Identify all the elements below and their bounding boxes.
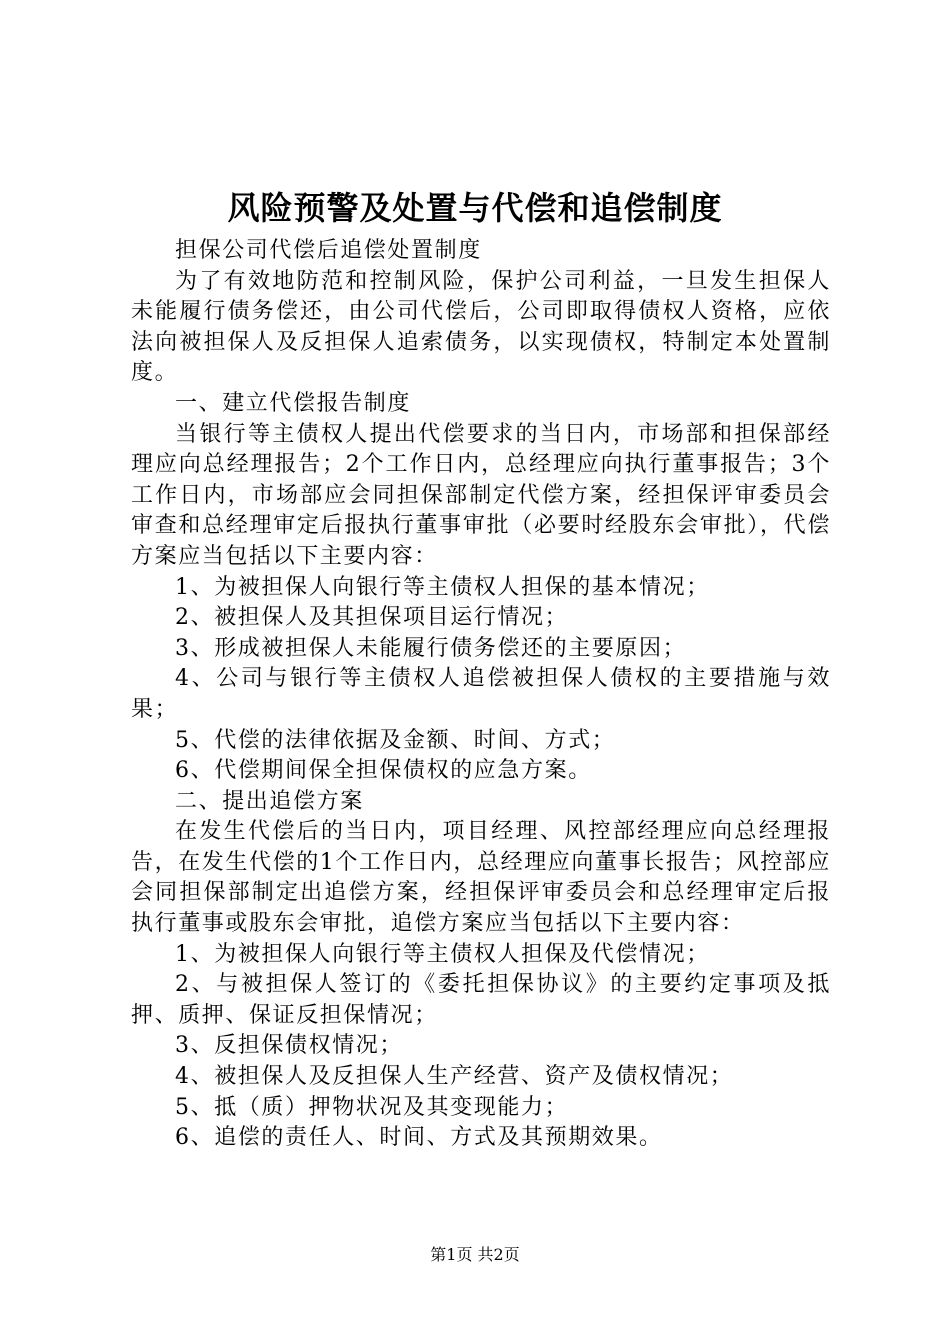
section-heading-2: 二、提出追偿方案 xyxy=(175,788,364,814)
page-footer: 第1页 共2页 xyxy=(430,1245,520,1264)
paragraph-intro: 为了有效地防范和控制风险，保护公司利益，一旦发生担保人未能履行债务偿还，由公司代偿后，公司即取得债权人资格，应依法向被担保人及反担保人追索债务，以实现债权，特制定本处置制度。 xyxy=(131,268,831,386)
list-item: 4、公司与银行等主债权人追偿被担保人债权的主要措施与效果； xyxy=(131,666,831,722)
list-item: 2、被担保人及其担保项目运行情况； xyxy=(175,605,569,631)
list-item: 4、被担保人及反担保人生产经营、资产及债权情况； xyxy=(175,1064,734,1090)
document-title: 风险预警及处置与代偿和追偿制度 xyxy=(227,189,723,227)
paragraph-subtitle: 担保公司代偿后追偿处置制度 xyxy=(175,238,482,263)
paragraph-section-2: 在发生代偿后的当日内，项目经理、风控部经理应向总经理报告，在发生代偿的1个工作日内，总经理应向董事长报告；风控部应会同担保部制定出追偿方案，经担保评审委员会和总经理审定后报执行董事或股东会审批，追偿方案应当包括以下主要内容： xyxy=(131,819,831,937)
list-item: 6、追偿的责任人、时间、方式及其预期效果。 xyxy=(175,1125,663,1151)
list-item: 5、抵（质）押物状况及其变现能力； xyxy=(175,1094,569,1120)
paragraph-section-1: 当银行等主债权人提出代偿要求的当日内，市场部和担保部经理应向总经理报告；2个工作日内，总经理应向执行董事报告；3个工作日内，市场部应会同担保部制定代偿方案，经担保评审委员会审查和总经理审定后报执行董事审批（必要时经股东会审批），代偿方案应当包括以下主要内容： xyxy=(131,421,831,569)
list-item: 3、反担保债权情况； xyxy=(175,1033,403,1059)
document-body xyxy=(131,236,831,1154)
list-item: 1、为被担保人向银行等主债权人担保及代偿情况； xyxy=(175,941,710,967)
list-item: 6、代偿期间保全担保债权的应急方案。 xyxy=(175,758,592,784)
list-item: 3、形成被担保人未能履行债务偿还的主要原因； xyxy=(175,635,687,661)
section-heading-1: 一、建立代偿报告制度 xyxy=(175,390,412,416)
list-item: 5、代偿的法律依据及金额、时间、方式； xyxy=(175,727,616,753)
list-item: 1、为被担保人向银行等主债权人担保的基本情况； xyxy=(175,574,710,600)
list-item: 2、与被担保人签订的《委托担保协议》的主要约定事项及抵押、质押、保证反担保情况； xyxy=(131,972,831,1028)
